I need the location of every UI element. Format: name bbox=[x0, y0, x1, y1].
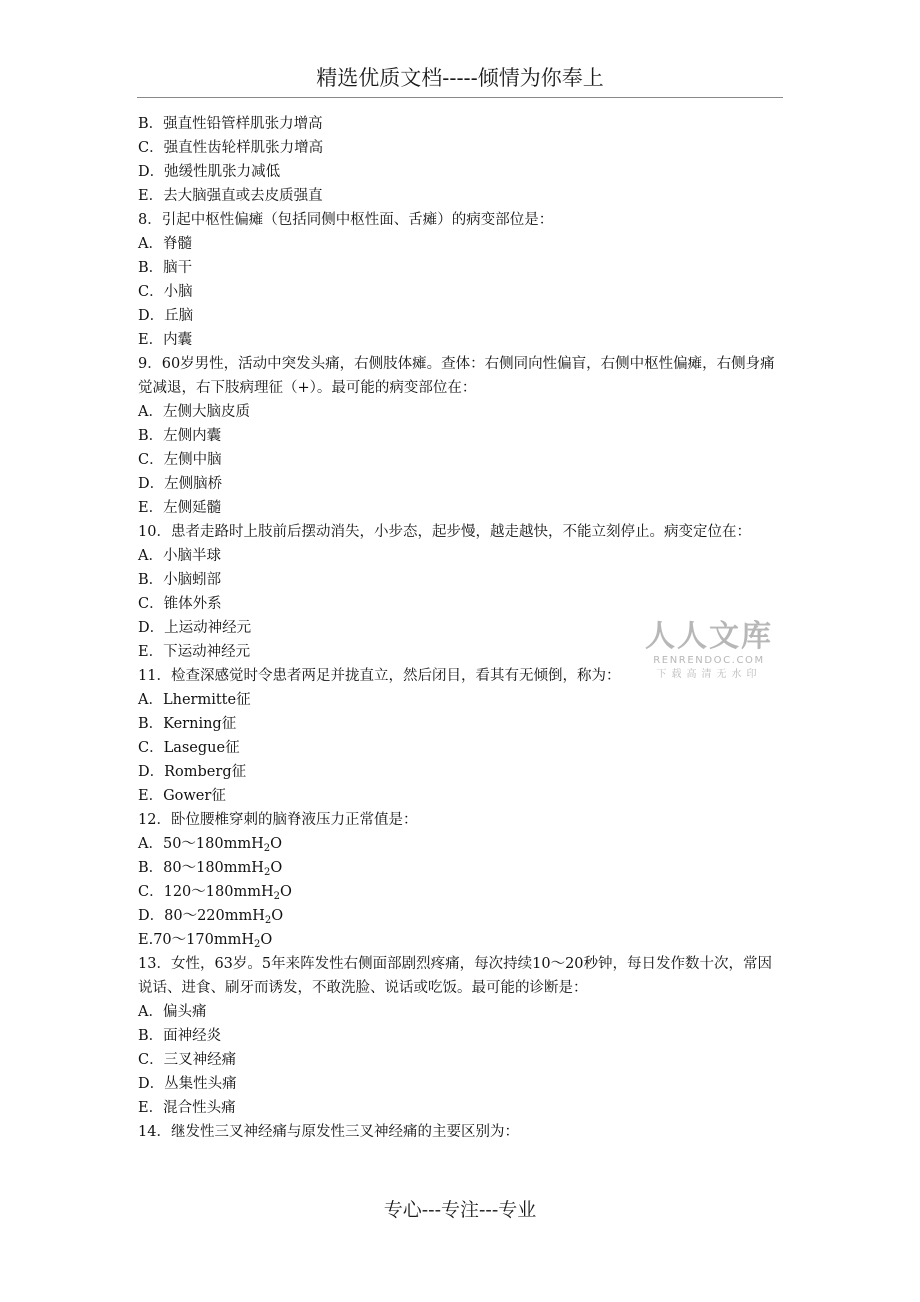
watermark-domain: RENRENDOC.COM bbox=[653, 655, 765, 666]
pressure-option: C．120～180mmH$_2$O bbox=[138, 884, 292, 902]
option-line: D．上运动神经元 bbox=[138, 620, 252, 636]
option-line: A．左侧大脑皮质 bbox=[138, 404, 250, 420]
question-10: 10．患者走路时上肢前后摆动消失，小步态，起步慢，越走越快，不能立刻停止。病变定位在： bbox=[138, 524, 751, 540]
option-line: A．小脑半球 bbox=[138, 548, 221, 564]
option-line: C．左侧中脑 bbox=[138, 452, 222, 468]
option-line: D．Romberg征 bbox=[138, 764, 247, 780]
question-13: 13．女性，63岁。5年来阵发性右侧面部剧烈疼痛，每次持续10～20秒钟，每日发作数十次，常因说话、进食、刷牙而诱发，不敢洗脸、说话或吃饭。最可能的诊断是： bbox=[138, 956, 773, 996]
option-line: B．脑干 bbox=[138, 260, 193, 276]
option-line: A．脊髓 bbox=[138, 236, 192, 252]
option-line: C．三叉神经痛 bbox=[138, 1052, 237, 1068]
watermark-logo: 人人文库 bbox=[645, 619, 773, 654]
option-line: E．Gower征 bbox=[138, 788, 226, 804]
header-title: 精选优质文档-----倾情为你奉上 bbox=[316, 66, 604, 90]
option-line: A．偏头痛 bbox=[138, 1004, 207, 1020]
option-line: E．去大脑强直或去皮质强直 bbox=[138, 188, 323, 204]
option-line: C．强直性齿轮样肌张力增高 bbox=[138, 140, 324, 156]
option-line: D．丛集性头痛 bbox=[138, 1076, 237, 1092]
option-line: C．Lasegue征 bbox=[138, 740, 240, 756]
question-9: 9．60岁男性，活动中突发头痛，右侧肢体瘫。查体：右侧同向性偏盲，右侧中枢性偏瘫，右侧身痛觉减退，右下肢病理征（+）。最可能的病变部位在： bbox=[138, 356, 775, 396]
option-line: E．混合性头痛 bbox=[138, 1100, 236, 1116]
option-line: E．左侧延髓 bbox=[138, 500, 222, 516]
pressure-option: D．80～220mmH$_2$O bbox=[138, 908, 284, 926]
option-line: A．Lhermitte征 bbox=[138, 692, 251, 708]
option-line: D．弛缓性肌张力减低 bbox=[138, 164, 281, 180]
footer-text: 专心---专注---专业 bbox=[383, 1199, 537, 1221]
question-12: 12．卧位腰椎穿刺的脑脊液压力正常值是： bbox=[138, 812, 418, 828]
option-line: B．面神经炎 bbox=[138, 1028, 222, 1044]
page-footer bbox=[0, 1196, 920, 1224]
pressure-option: A．50～180mmH$_2$O bbox=[138, 836, 283, 854]
pressure-option: B．80～180mmH$_2$O bbox=[138, 860, 283, 878]
option-line: C．小脑 bbox=[138, 284, 193, 300]
option-line: E．内囊 bbox=[138, 332, 193, 348]
question-14: 14．继发性三叉神经痛与原发性三叉神经痛的主要区别为： bbox=[138, 1124, 519, 1140]
question-8: 8．引起中枢性偏瘫（包括同侧中枢性面、舌瘫）的病变部位是： bbox=[138, 212, 554, 228]
option-line: D．左侧脑桥 bbox=[138, 476, 223, 492]
option-line: E．下运动神经元 bbox=[138, 644, 251, 660]
watermark-slogan: 下载高清无水印 bbox=[656, 669, 762, 680]
watermark bbox=[644, 620, 774, 682]
option-line: B．强直性铅管样肌张力增高 bbox=[138, 116, 323, 132]
option-line: B．左侧内囊 bbox=[138, 428, 222, 444]
pressure-option: E.70～170mmH$_2$O bbox=[138, 932, 273, 950]
option-line: C．锥体外系 bbox=[138, 596, 222, 612]
page-header bbox=[137, 63, 783, 98]
question-11: 11．检查深感觉时令患者两足并拢直立，然后闭目，看其有无倾倒，称为： bbox=[138, 668, 621, 684]
option-line: B．小脑蚓部 bbox=[138, 572, 222, 588]
option-line: B．Kerning征 bbox=[138, 716, 237, 732]
option-line: D．丘脑 bbox=[138, 308, 194, 324]
